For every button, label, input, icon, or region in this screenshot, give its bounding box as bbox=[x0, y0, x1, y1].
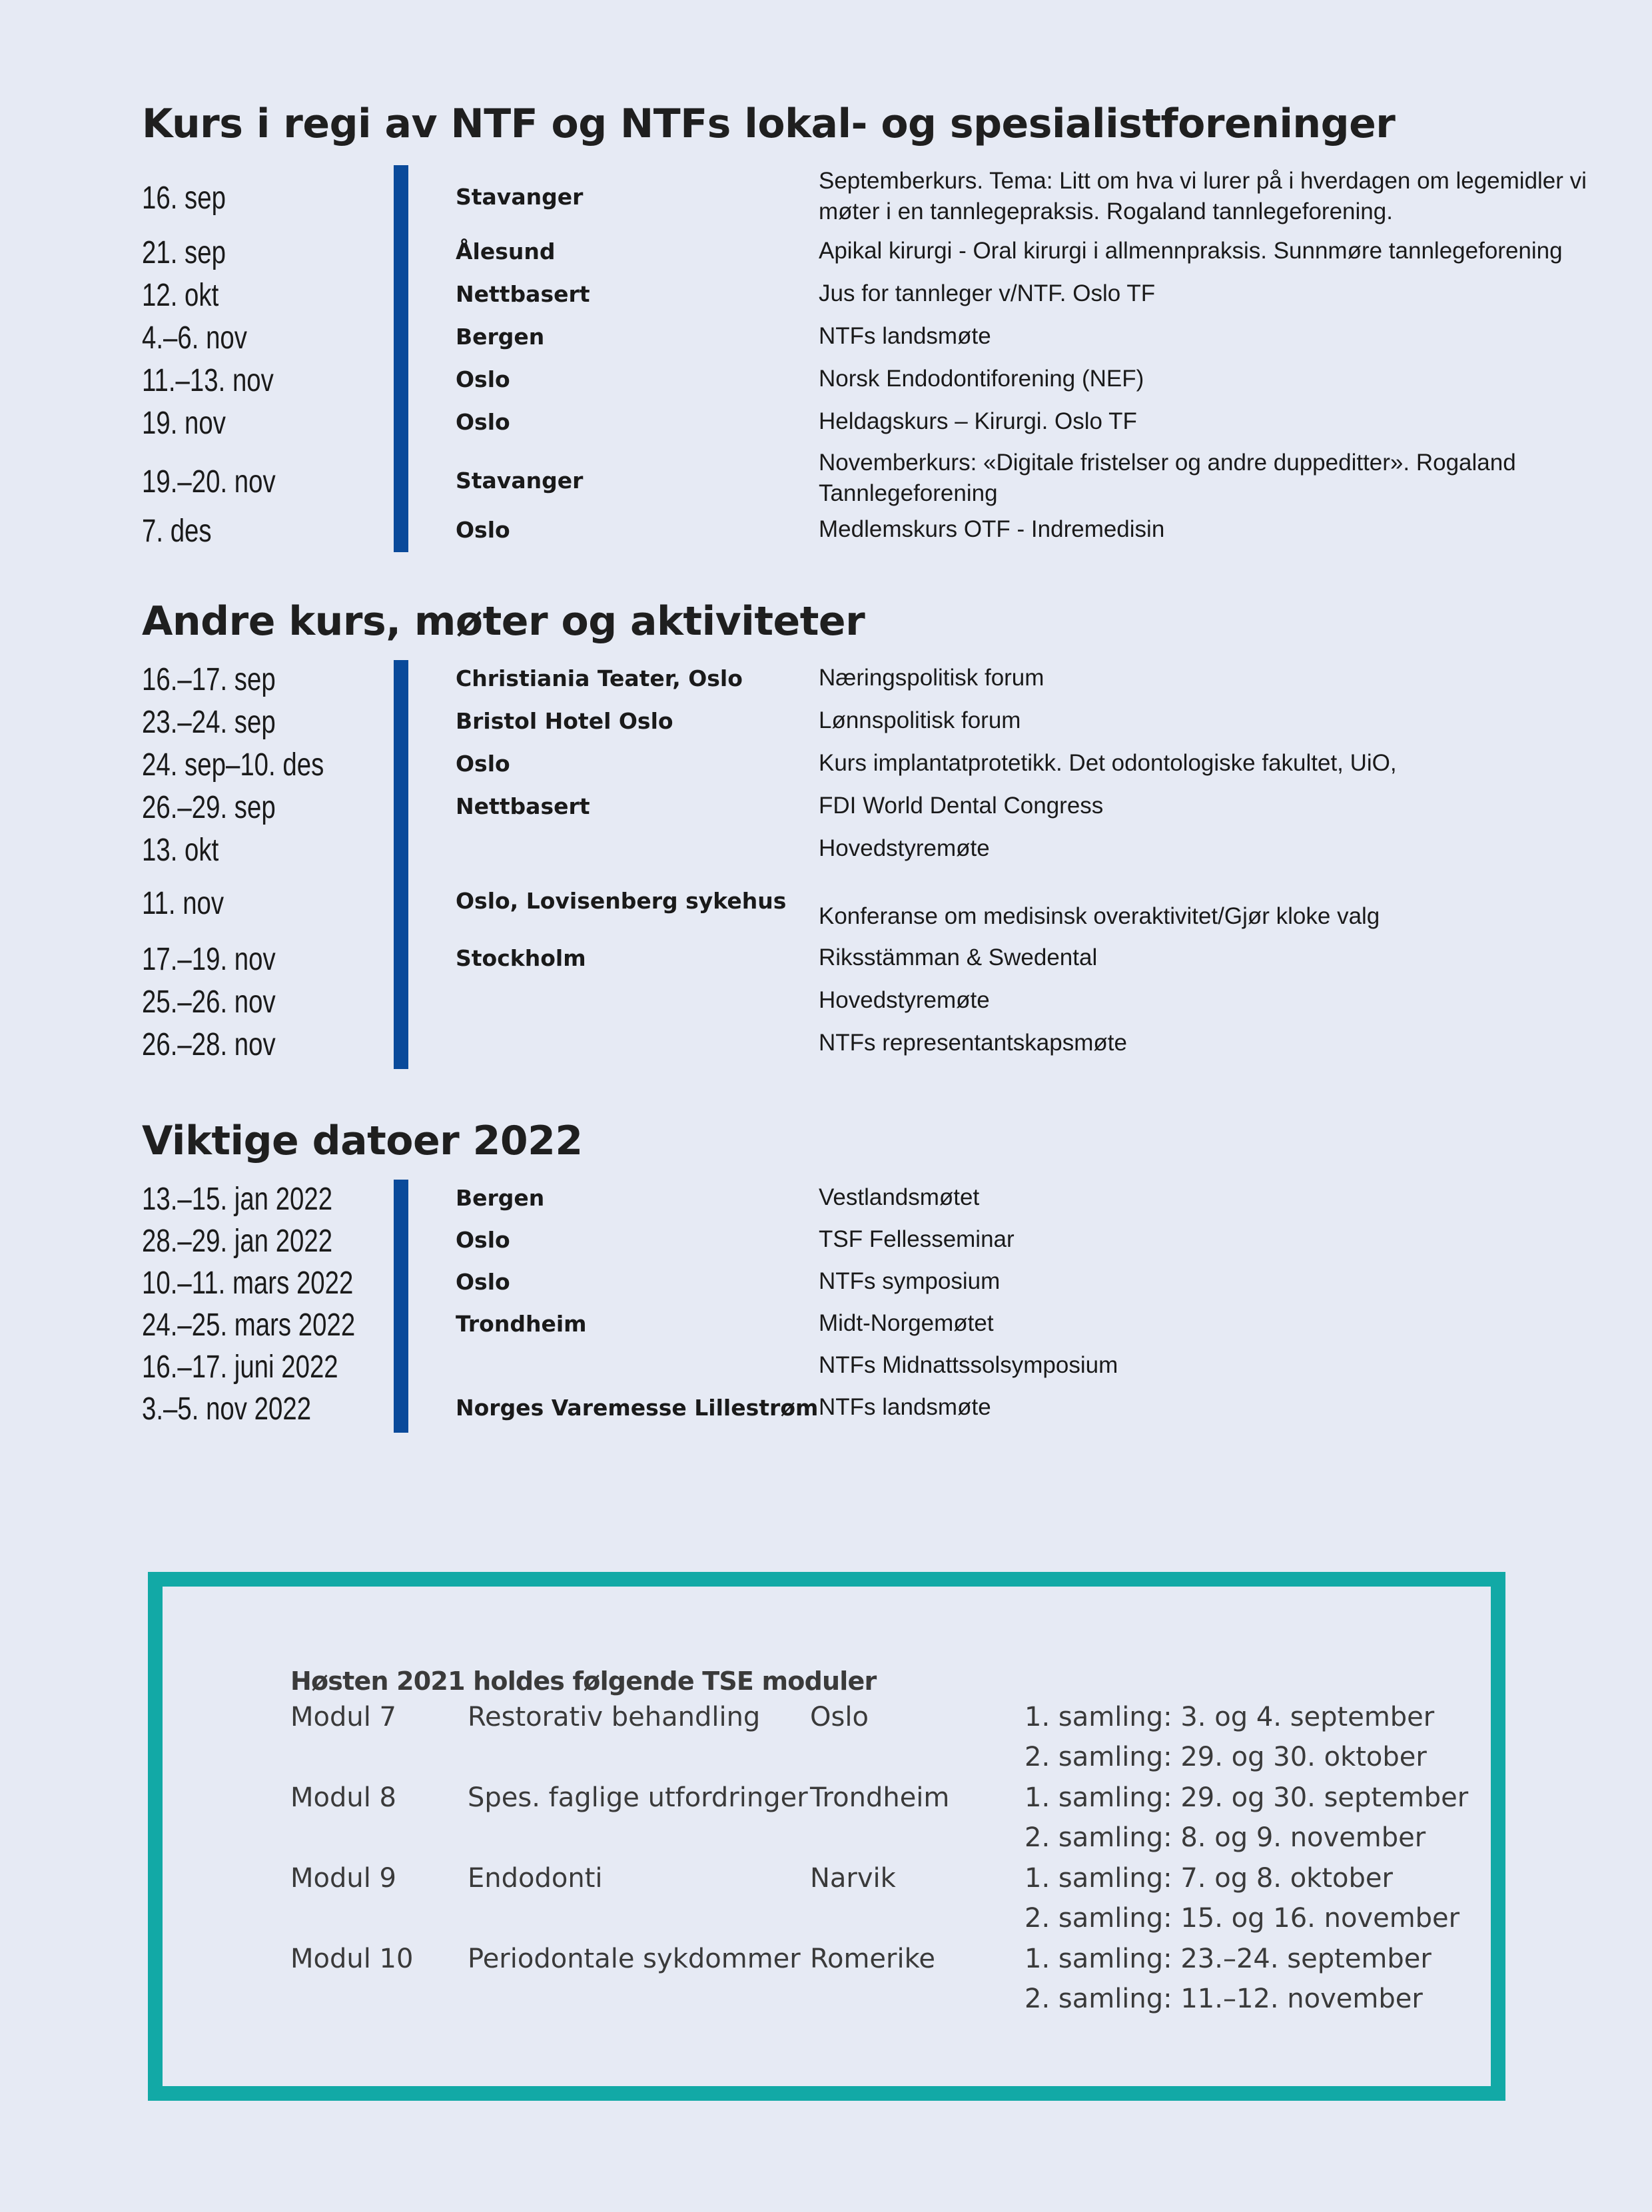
module-name: Modul 8 bbox=[290, 1782, 397, 1813]
event-list bbox=[142, 1180, 1607, 1433]
event-date: 21. sep bbox=[142, 235, 226, 270]
event-place: Bristol Hotel Oslo bbox=[456, 708, 673, 734]
event-date: 12. okt bbox=[142, 278, 219, 313]
event-row bbox=[142, 1180, 1607, 1222]
module-session-1: 1. samling: 23.–24. september bbox=[1025, 1944, 1432, 1974]
event-place: Oslo bbox=[456, 751, 510, 777]
event-date: 7. des bbox=[142, 514, 212, 549]
event-date: 24. sep–10. des bbox=[142, 747, 324, 783]
event-row bbox=[142, 940, 1607, 982]
event-place: Oslo bbox=[456, 366, 510, 392]
tse-modules bbox=[290, 1665, 1489, 2020]
event-row bbox=[142, 235, 1607, 281]
event-description: Septemberkurs. Tema: Litt om hva vi lurer på i hverdagen om legemidler vi møter i en tannlegepraksis. Rogaland tannlegeforening. bbox=[819, 168, 1587, 224]
event-date: 23.–24. sep bbox=[142, 705, 276, 740]
section-title: Viktige datoer 2022 bbox=[142, 1118, 583, 1164]
module-session-2: 2. samling: 11.–12. november bbox=[1025, 1984, 1423, 2014]
event-row bbox=[142, 363, 1607, 409]
event-place: Bergen bbox=[456, 324, 545, 350]
event-place: Nettbasert bbox=[456, 793, 590, 819]
section-ntf-courses bbox=[142, 97, 1607, 552]
module-subject: Spes. faglige utfordringer bbox=[468, 1782, 808, 1813]
event-date: 26.–28. nov bbox=[142, 1027, 276, 1062]
event-row bbox=[142, 1264, 1607, 1305]
event-row bbox=[142, 452, 1607, 510]
event-description: Konferanse om medisinsk overaktivitet/Gjør kloke valg bbox=[819, 903, 1380, 929]
module-subject: Restorativ behandling bbox=[468, 1702, 761, 1732]
event-date: 13. okt bbox=[142, 833, 219, 868]
event-date: 3.–5. nov 2022 bbox=[142, 1391, 312, 1427]
module-session-2: 2. samling: 8. og 9. november bbox=[1025, 1822, 1426, 1853]
module-city: Narvik bbox=[810, 1863, 896, 1894]
module-session-1: 1. samling: 7. og 8. oktober bbox=[1025, 1863, 1393, 1894]
event-row bbox=[142, 745, 1607, 788]
event-row bbox=[142, 406, 1607, 452]
section-dates-2022 bbox=[142, 1114, 1607, 1433]
section-other-courses bbox=[142, 595, 1607, 1069]
event-row bbox=[142, 320, 1607, 366]
event-place: Oslo bbox=[456, 1227, 510, 1253]
event-date: 16.–17. juni 2022 bbox=[142, 1349, 338, 1385]
event-description: NTFs landsmøte bbox=[819, 323, 991, 349]
event-description: Midt-Norgemøtet bbox=[819, 1310, 994, 1336]
event-description: Hovedstyremøte bbox=[819, 835, 990, 861]
event-row bbox=[142, 278, 1607, 324]
event-date: 16. sep bbox=[142, 181, 226, 216]
event-place: Bergen bbox=[456, 1185, 545, 1211]
event-date: 11. nov bbox=[142, 886, 224, 921]
event-date: 10.–11. mars 2022 bbox=[142, 1266, 354, 1301]
event-description: Novemberkurs: «Digitale fristelser og andre duppeditter». Rogaland Tannlegeforening bbox=[819, 450, 1516, 506]
event-description: NTFs landsmøte bbox=[819, 1394, 991, 1420]
module-subject: Periodontale sykdommer bbox=[468, 1944, 801, 1974]
event-row bbox=[142, 873, 1607, 940]
event-place: Stavanger bbox=[456, 184, 584, 210]
event-description: TSF Fellesseminar bbox=[819, 1226, 1015, 1252]
tse-module-row bbox=[290, 1858, 1489, 1939]
event-list bbox=[142, 165, 1607, 552]
event-date: 19.–20. nov bbox=[142, 464, 276, 500]
tse-module-row bbox=[290, 1939, 1489, 2020]
event-place: Stockholm bbox=[456, 945, 586, 971]
tse-module-row bbox=[290, 1778, 1489, 1858]
section-title: Kurs i regi av NTF og NTFs lokal- og spesialistforeninger bbox=[142, 101, 1396, 147]
module-name: Modul 9 bbox=[290, 1863, 397, 1894]
event-row bbox=[142, 703, 1607, 745]
module-name: Modul 10 bbox=[290, 1944, 414, 1974]
event-place: Oslo bbox=[456, 409, 510, 435]
tse-module-row bbox=[290, 1697, 1489, 1778]
event-row bbox=[142, 1025, 1607, 1069]
event-date: 13.–15. jan 2022 bbox=[142, 1182, 333, 1217]
module-session-1: 1. samling: 29. og 30. september bbox=[1025, 1782, 1469, 1813]
event-description: Apikal kirurgi - Oral kirurgi i allmennpraksis. Sunnmøre tannlegeforening bbox=[819, 238, 1563, 264]
module-name: Modul 7 bbox=[290, 1702, 397, 1732]
event-description: NTFs symposium bbox=[819, 1268, 1001, 1294]
event-date: 16.–17. sep bbox=[142, 662, 276, 697]
module-session-2: 2. samling: 15. og 16. november bbox=[1025, 1903, 1460, 1934]
module-city: Trondheim bbox=[810, 1782, 950, 1813]
section-title: Andre kurs, møter og aktiviteter bbox=[142, 598, 865, 645]
event-description: Jus for tannleger v/NTF. Oslo TF bbox=[819, 280, 1156, 306]
module-city: Romerike bbox=[810, 1944, 935, 1974]
event-place: Stavanger bbox=[456, 468, 584, 494]
event-description: Vestlandsmøtet bbox=[819, 1184, 980, 1210]
event-description: NTFs Midnattssolsymposium bbox=[819, 1352, 1118, 1378]
event-description: FDI World Dental Congress bbox=[819, 793, 1104, 819]
event-place: Norges Varemesse Lillestrøm bbox=[456, 1395, 819, 1421]
event-place: Ålesund bbox=[456, 238, 556, 264]
event-description: Medlemskurs OTF - Indremedisin bbox=[819, 516, 1165, 542]
event-row bbox=[142, 165, 1607, 238]
event-date: 17.–19. nov bbox=[142, 942, 276, 977]
event-row bbox=[142, 831, 1607, 873]
event-place: Trondheim bbox=[456, 1311, 587, 1337]
event-description: Norsk Endodontiforening (NEF) bbox=[819, 366, 1144, 392]
event-list bbox=[142, 660, 1607, 1069]
event-row bbox=[142, 660, 1607, 703]
event-description: Hovedstyremøte bbox=[819, 987, 990, 1013]
event-place: Oslo bbox=[456, 1269, 510, 1295]
module-session-1: 1. samling: 3. og 4. september bbox=[1025, 1702, 1435, 1732]
event-date: 11.–13. nov bbox=[142, 363, 274, 398]
module-session-2: 2. samling: 29. og 30. oktober bbox=[1025, 1742, 1427, 1772]
event-row bbox=[142, 1389, 1607, 1433]
event-description: Heldagskurs – Kirurgi. Oslo TF bbox=[819, 408, 1137, 434]
module-city: Oslo bbox=[810, 1702, 869, 1732]
event-row bbox=[142, 982, 1607, 1025]
event-date: 24.–25. mars 2022 bbox=[142, 1307, 356, 1343]
event-description: NTFs representantskapsmøte bbox=[819, 1030, 1127, 1056]
event-row bbox=[142, 1347, 1607, 1389]
event-description: Riksstämman & Swedental bbox=[819, 944, 1098, 970]
event-row bbox=[142, 514, 1607, 552]
event-place: Christiania Teater, Oslo bbox=[456, 665, 743, 691]
event-date: 4.–6. nov bbox=[142, 320, 247, 356]
event-row bbox=[142, 1222, 1607, 1264]
event-description: Næringspolitisk forum bbox=[819, 665, 1044, 691]
event-place: Oslo bbox=[456, 517, 510, 543]
event-place: Nettbasert bbox=[456, 281, 590, 307]
event-date: 28.–29. jan 2022 bbox=[142, 1224, 333, 1259]
event-row bbox=[142, 1305, 1607, 1347]
tse-heading: Høsten 2021 holdes følgende TSE moduler bbox=[290, 1666, 877, 1696]
event-row bbox=[142, 788, 1607, 831]
event-date: 19. nov bbox=[142, 406, 226, 441]
event-date: 25.–26. nov bbox=[142, 984, 276, 1020]
event-date: 26.–29. sep bbox=[142, 790, 276, 825]
module-subject: Endodonti bbox=[468, 1863, 603, 1894]
event-place: Oslo, Lovisenberg sykehus bbox=[456, 888, 787, 914]
event-description: Kurs implantatprotetikk. Det odontologiske fakultet, UiO, bbox=[819, 750, 1397, 776]
event-description: Lønnspolitisk forum bbox=[819, 707, 1021, 733]
